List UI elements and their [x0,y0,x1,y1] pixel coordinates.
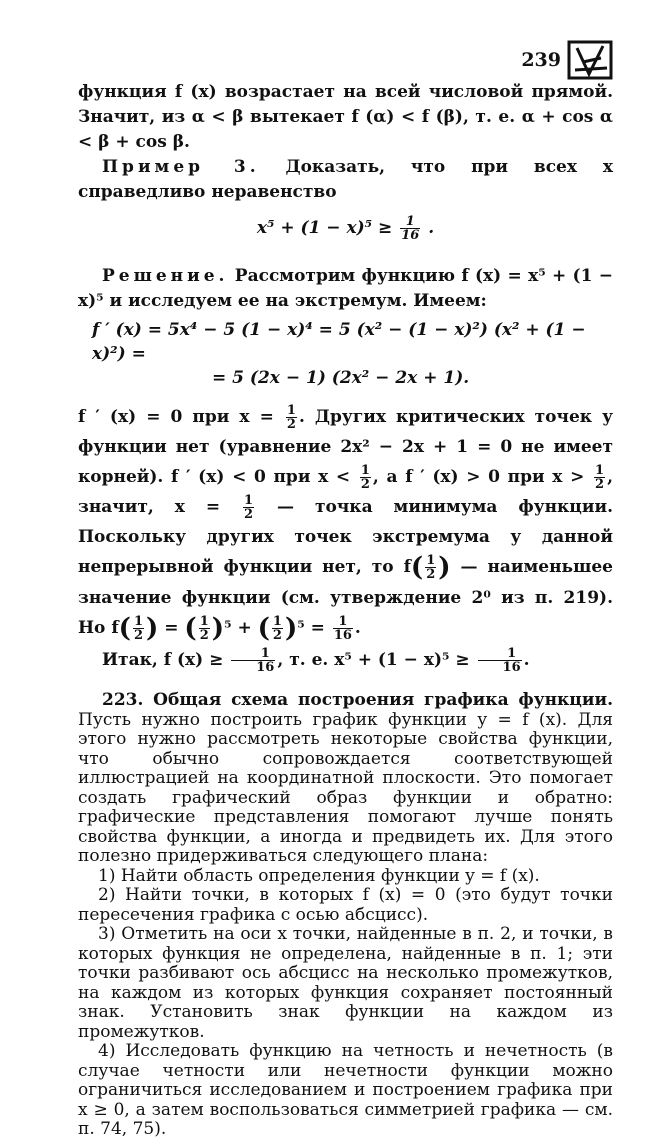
fraction [333,615,353,642]
list-item: 1) Найти область определения функции y = f (x). [98,865,540,886]
fraction [594,464,605,491]
crit-text: . Других критических точек у функции нет (уравнение 2x² − 2x + 1 = 0 не имеет корней). f ′ (x) < 0 при x < [78,407,613,487]
fraction-den: 16 [401,228,420,243]
crit-text: = [158,617,185,638]
section-text: Пусть нужно построить график функции y = f (x). Для этого нужно рассмотреть некоторые свойства функции, что обычно сопровождается соответствующей иллюстрацией на координатной плоскости. Это помогает создать графический образ функции и обратно: графические представления помогают лучше понять свойства функции, а иногда и предвидеть их. Для этого полезно придерживаться следующего плана: [78,709,613,866]
list-item: 4) Исследовать функцию на четность и нечетность (в случае четности или нечетности функции можно ограничиться исследованием и построением графика при x ≥ 0, а затем воспользоваться симметрией графика — см. п. 74, 75). [78,1041,613,1139]
fraction [478,647,522,674]
page-number: 239 [521,49,561,71]
fraction-den: 2 [426,567,436,582]
fraction-num: 1 [360,463,370,478]
conclusion-text: . [523,650,530,670]
fraction [286,404,297,431]
fraction-num: 1 [244,493,254,508]
fraction [133,615,144,642]
example-text: Доказать, что при всех x справедливо неравенство [78,157,613,202]
list-item: 2) Найти точки, в которых f (x) = 0 (это будут точки пересечения графика с осью абсцисс). [78,885,613,925]
crit-text: — наименьшее значение функции (см. утверждение 2⁰ из п. 219). Но f [78,557,613,638]
solution-paragraph [78,264,613,314]
derivative-line-1: f ′ (x) = 5x⁴ − 5 (1 − x)⁴ = 5 (x² − (1 − x)²) (x² + (1 − x)²) = [92,320,586,364]
derivative-formula [92,318,613,390]
formula-lhs: x⁵ + (1 − x)⁵ ≥ [256,218,399,238]
crit-text: f ′ (x) = 0 при x = [78,407,284,427]
list-item: 3) Отметить на оси x точки, найденные в п. 2, и точки, в которых функция не определена, найденные в п. 1; эти точки разбивают ось абсцисс на несколько промежутков, на каждом из которых функция сохраняет постоянный знак. Установить знак функции на каждом из промежутков. [78,924,613,1042]
fraction-den: 16 [502,660,521,675]
fraction [360,464,371,491]
derivative-line-2: = 5 (2x − 1) (2x² − 2x + 1). [212,368,470,388]
fraction [400,215,420,242]
fraction-den: 2 [595,477,605,492]
critical-points-paragraph: f ′ (x) = 0 при x = $\frac{1}{2}$ . Других критических точек у функции нет (уравнение 2x² − 2x + 1 = 0 не имеет корней). f ′ (x) < 0 при x < $\frac{1}{2}$ , а f ′ (x) > 0 при x > $\frac{1}{2}$ , значит, x = $\frac{1}{2}$ — точка минимума функции. Поскольку других точек экстремума у данной непрерывной функции нет, то f( $\frac{1}{2}$ ) — наименьшее значение функции (см. утверждение 2⁰ из п. 219). Но f( $\frac{1}{2}$ ) = ( $\frac{1}{2}$ )⁵ + ( $\frac{1}{2}$ )⁵ = $\frac{1}{16}$ . [78,403,614,643]
section-paragraph [78,691,613,867]
conclusion-text: , т. е. x⁵ + (1 − x)⁵ ≥ [277,650,476,670]
publisher-logo-icon [567,40,613,80]
fraction-den: 2 [360,477,370,492]
fraction-den: 2 [272,627,282,643]
solution-text: Рассмотрим функцию f (x) = x⁵ + (1 − x)⁵ и исследуем ее на экстремум. Имеем: [78,266,613,311]
fraction-den: 16 [333,627,352,643]
crit-text: ⁵ = [297,617,331,638]
crit-text: — точка минимума функции. Поскольку других точек экстремума у данной непрерывной функции нет, то f [78,497,613,577]
paragraph-intro: функция f (x) возрастает на всей числовой прямой. Значит, из α < β вытекает f (α) < f (β), т. е. α + cos α < β + cos β. [78,82,613,152]
crit-text: , значит, x = [78,467,614,517]
fraction-num: 1 [133,613,143,629]
fraction-den: 2 [244,507,254,522]
example-label: Пример 3. [102,157,260,177]
fraction-num: 1 [426,553,436,568]
fraction-num: 1 [400,215,420,229]
crit-text: ⁵ + [224,617,258,638]
fraction-num: 1 [478,647,522,661]
fraction [231,647,275,674]
crit-text: . [354,617,361,638]
fraction-num: 1 [333,615,353,629]
inequality-formula [78,215,613,242]
fraction-den: 2 [199,627,209,643]
fraction-den: 2 [133,627,143,643]
fraction [199,615,210,642]
fraction [425,554,436,581]
formula-tail: . [422,218,435,238]
fraction-num: 1 [286,403,296,418]
fraction-num: 1 [595,463,605,478]
fraction-den: 2 [286,417,296,432]
fraction-num: 1 [272,613,282,629]
conclusion-text: Итак, f (x) ≥ [102,650,230,670]
example-paragraph [78,155,613,205]
fraction [243,494,254,521]
section-title: 223. Общая схема построения графика функции. [102,690,613,710]
crit-text: , а f ′ (x) > 0 при x > [372,467,593,487]
page [78,40,613,1140]
section-223 [78,691,613,1140]
fraction-num: 1 [231,647,275,661]
conclusion-paragraph [78,645,613,675]
fraction-den: 16 [256,660,275,675]
page-header [78,40,613,80]
fraction [272,615,283,642]
solution-label: Решение. [102,266,229,286]
fraction-num: 1 [199,613,209,629]
